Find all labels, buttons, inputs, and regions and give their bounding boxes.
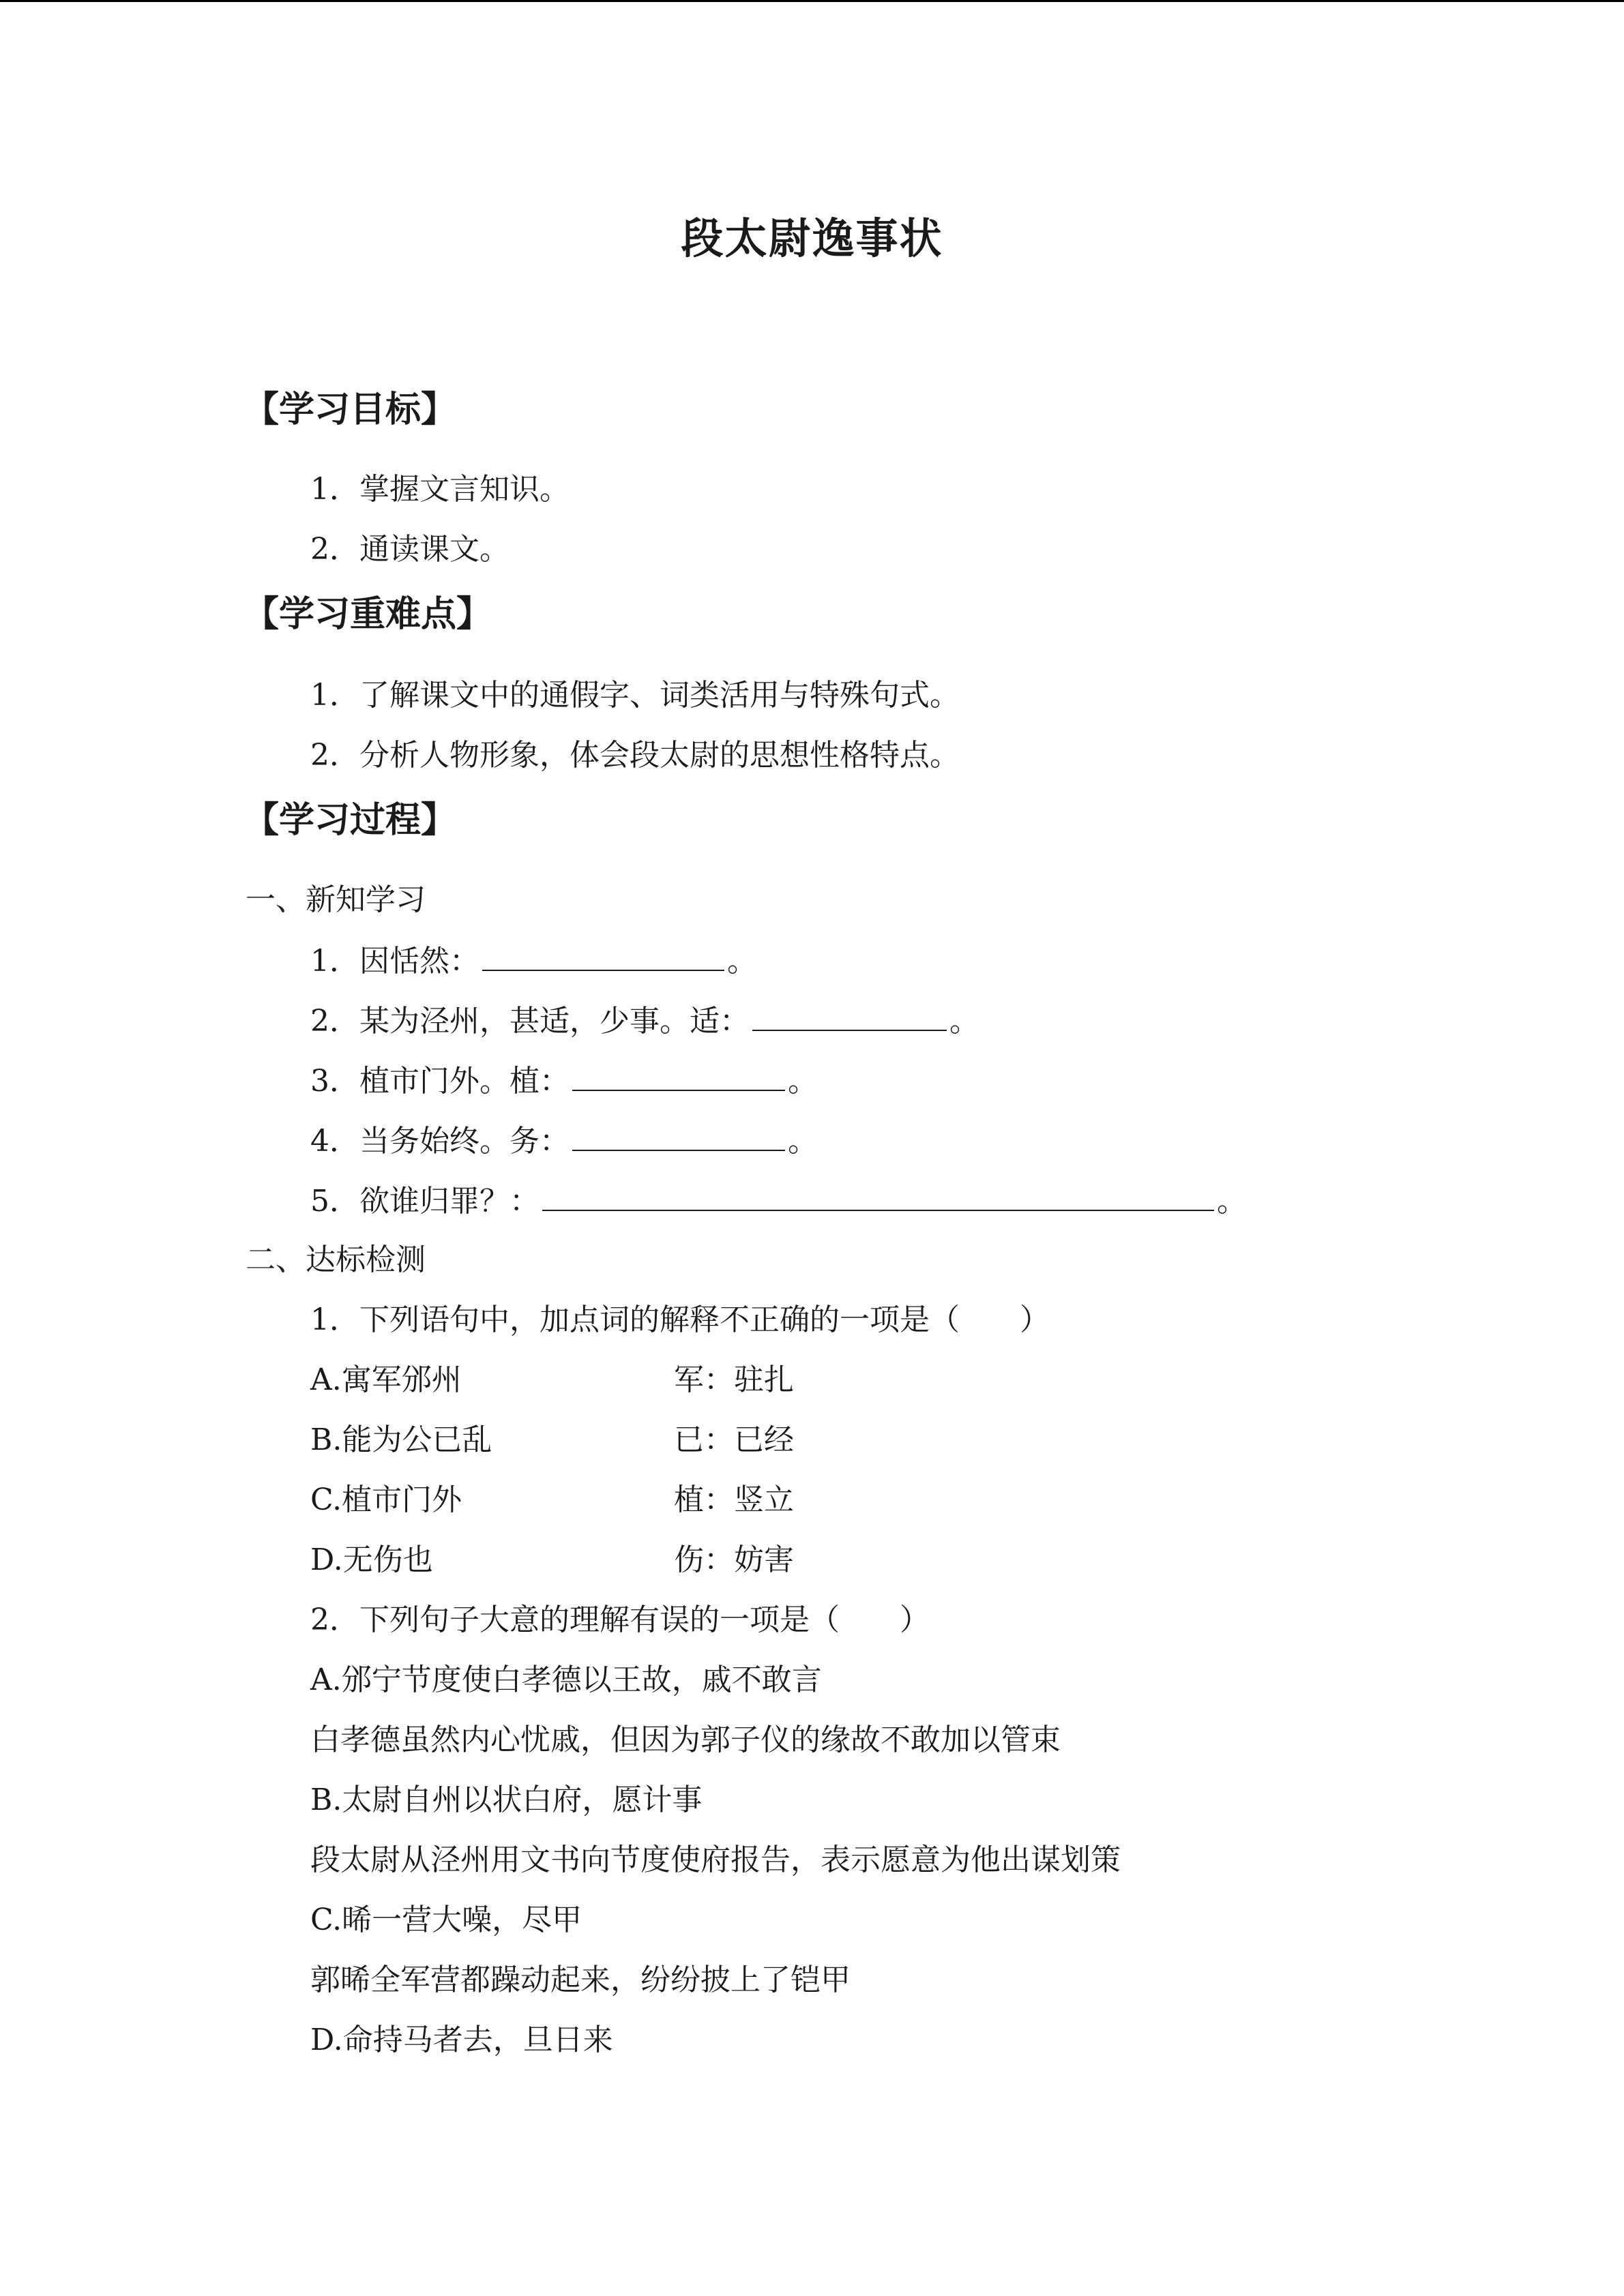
q2-option-line: D.命持马者去，旦日来	[310, 2023, 613, 2057]
fill-blank-item	[310, 1180, 1247, 1222]
fill-blank-end: 。	[949, 1004, 979, 1039]
key-point-item: 2．分析人物形象，体会段太尉的思想性格特点。	[310, 738, 960, 773]
fill-blank-item	[310, 1120, 818, 1162]
fill-blank-end: 。	[727, 944, 757, 979]
q1-option-sentence: B.能为公已乱	[310, 1422, 492, 1457]
q1-option-gloss: 伤：妨害	[674, 1542, 794, 1577]
process-heading: 【学习过程】	[243, 800, 457, 841]
objectives-heading: 【学习目标】	[243, 389, 457, 430]
answer-blank[interactable]	[572, 1060, 785, 1091]
question-2-stem: 2．下列句子大意的理解有误的一项是（ ）	[310, 1602, 930, 1637]
answer-blank[interactable]	[752, 1000, 947, 1031]
fill-blank-prompt: 3．植市门外。植：	[310, 1064, 570, 1099]
q2-option-line: 郭晞全军营都躁动起来，纷纷披上了铠甲	[310, 1963, 851, 1997]
key-points-heading: 【学习重难点】	[243, 594, 492, 635]
q2-option-line: A.邠宁节度使白孝德以王故，戚不敢言	[310, 1663, 822, 1697]
fill-blank-prompt: 4．当务始终。务：	[310, 1124, 570, 1159]
answer-blank[interactable]	[572, 1120, 785, 1151]
section-title-assessment: 二、达标检测	[246, 1242, 426, 1277]
q1-option-gloss: 已：已经	[674, 1422, 794, 1457]
objective-item: 1．掌握文言知识。	[310, 472, 570, 507]
q1-option-sentence: D.无伤也	[310, 1542, 433, 1577]
q1-option-sentence: C.植市门外	[310, 1482, 462, 1517]
q2-option-line: 白孝德虽然内心忧戚，但因为郭子仪的缘故不敢加以管束	[310, 1723, 1061, 1757]
page-title: 段太尉逸事状	[681, 213, 943, 263]
answer-blank[interactable]	[482, 940, 724, 971]
q2-option-line: 段太尉从泾州用文书向节度使府报告，表示愿意为他出谋划策	[310, 1843, 1121, 1877]
question-1-stem: 1．下列语句中，加点词的解释不正确的一项是（ ）	[310, 1302, 1050, 1337]
q1-option-sentence: A.寓军邠州	[310, 1362, 462, 1397]
q1-option-gloss: 军：驻扎	[674, 1362, 794, 1397]
q2-option-line: B.太尉自州以状白府，愿计事	[310, 1783, 703, 1817]
fill-blank-item	[310, 1060, 818, 1102]
answer-blank[interactable]	[542, 1180, 1214, 1211]
fill-blank-prompt: 1．因恬然：	[310, 944, 479, 979]
fill-blank-item	[310, 940, 757, 982]
objective-item: 2．通读课文。	[310, 532, 510, 567]
key-point-item: 1．了解课文中的通假字、词类活用与特殊句式。	[310, 678, 960, 713]
q1-option-gloss: 植：竖立	[674, 1482, 794, 1517]
fill-blank-end: 。	[788, 1064, 818, 1099]
fill-blank-prompt: 2．某为泾州，甚适，少事。适：	[310, 1004, 750, 1039]
section-title-new-knowledge: 一、新知学习	[246, 882, 426, 917]
fill-blank-item	[310, 1000, 979, 1042]
fill-blank-prompt: 5．欲谁归罪？：	[310, 1184, 540, 1219]
q2-option-line: C.晞一营大噪，尽甲	[310, 1903, 582, 1937]
fill-blank-end: 。	[788, 1124, 818, 1159]
fill-blank-end: 。	[1217, 1184, 1247, 1219]
